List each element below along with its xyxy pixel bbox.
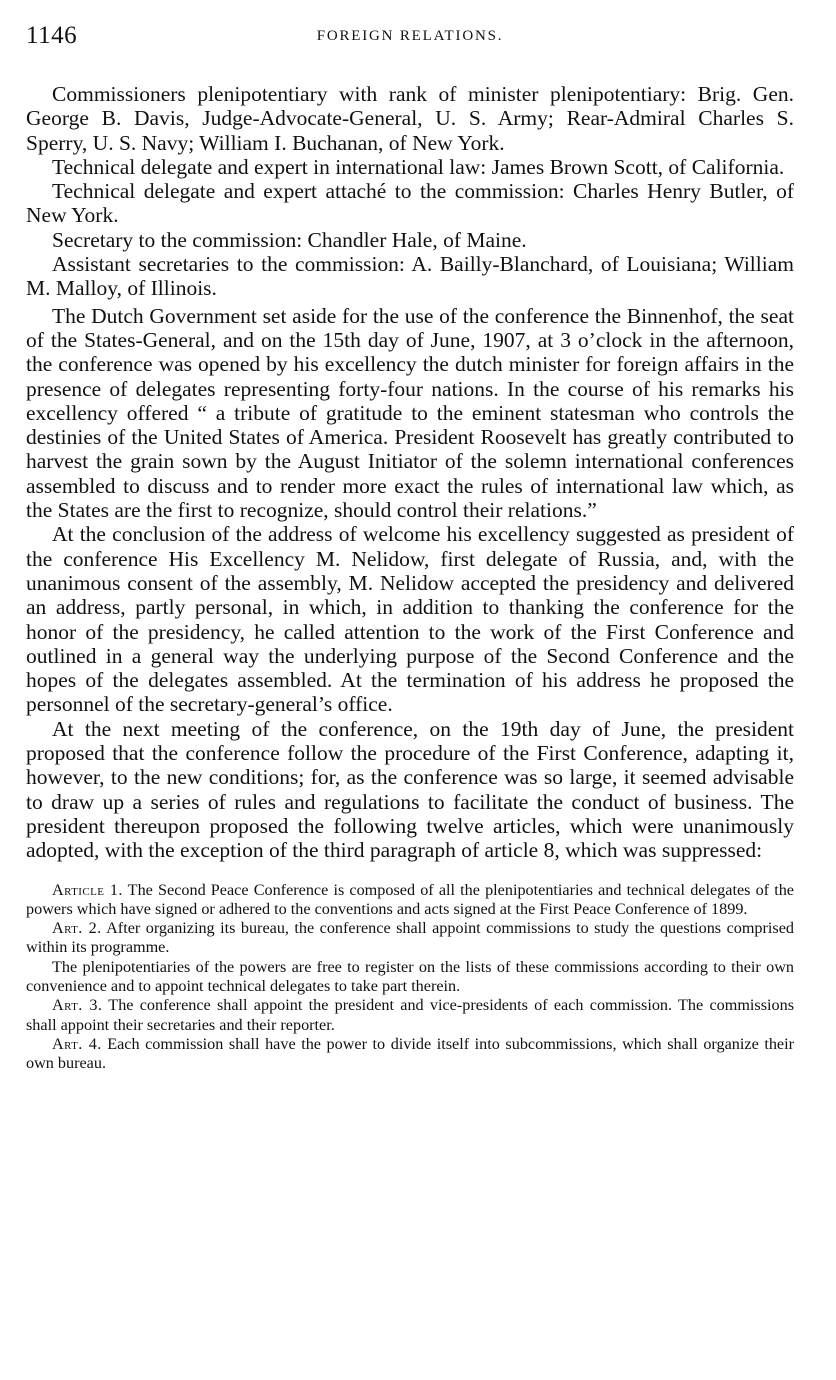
running-head bbox=[26, 20, 794, 54]
article-paragraph bbox=[26, 881, 794, 920]
body-text bbox=[26, 82, 794, 863]
article-paragraph bbox=[26, 996, 794, 1035]
paragraph-technical-delegate-attache: Technical delegate and expert attaché to the commission: Charles Henry Butler, of New York. bbox=[26, 179, 794, 228]
article-label: Art. 2. bbox=[52, 919, 102, 938]
paragraph-commissioners: Commissioners plenipotentiary with rank of minister plenipotentiary: Brig. Gen. George B. Davis, Judge-Advocate-General, U. S. Army; Rear-Admiral Charles S. Sperry, U. S. Navy; William I. Buchanan, of New York. bbox=[26, 82, 794, 155]
article-text: After organizing its bureau, the conference shall appoint commissions to study the questions comprised within its programme. bbox=[26, 919, 794, 957]
article-paragraph bbox=[26, 919, 794, 958]
page-number: 1146 bbox=[26, 22, 78, 49]
articles-extract bbox=[26, 881, 794, 1074]
paragraph-technical-delegate-law: Technical delegate and expert in international law: James Brown Scott, of California. bbox=[52, 154, 785, 179]
article-label: Article 1. bbox=[52, 880, 123, 899]
running-title: FOREIGN RELATIONS. bbox=[316, 28, 504, 44]
article-label: Art. 4. bbox=[52, 1034, 102, 1053]
paragraph-assistant-secretaries: Assistant secretaries to the commission: A. Bailly-Blanchard, of Louisiana; William M. Malloy, of Illinois. bbox=[26, 252, 794, 301]
article-label: Art. 3. bbox=[52, 996, 103, 1015]
article-text: The conference shall appoint the president and vice-presidents of each commission. The commissions shall appoint their secretaries and their reporter. bbox=[26, 996, 794, 1034]
article-paragraph bbox=[26, 1035, 794, 1074]
article-text: The plenipotentiaries of the powers are free to register on the lists of these commissions according to their own convenience and to appoint technical delegates to take part therein. bbox=[26, 957, 794, 995]
paragraph-presidency: At the conclusion of the address of welcome his excellency suggested as president of the conference His Excellency M. Nelidow, first delegate of Russia, and, with the unanimous consent of the assembly, M. Nelidow accepted the presidency and delivered an address, partly personal, in which, in addition to thanking the conference for the honor of the presidency, he called attention to the work of the First Conference and outlined in a general way the underlying purpose of the Second Conference and the hopes of the delegates assembled. At the termination of his address he proposed the personnel of the secretary-general’s office. bbox=[26, 522, 794, 717]
article-text: The Second Peace Conference is composed of all the plenipotentiaries and technical delegates of the powers which have signed or adhered to the conventions and acts signed at the First Peace Conference of 1899. bbox=[26, 880, 794, 918]
paragraph-conference-opening: The Dutch Government set aside for the use of the conference the Binnenhof, the seat of the States-General, and on the 15th day of June, 1907, at 3 o’clock in the afternoon, the conference was opened by his excellency the dutch minister for foreign affairs in the presence of delegates representing forty-four nations. In the course of his remarks his excellency offered “ a tribute of gratitude to the eminent statesman who controls the destinies of the United States of America. President Roosevelt has greatly contributed to harvest the grain sown by the August Initiator of the solemn international conferences assembled to discuss and to render more exact the rules of international law which, as the States are the first to recognize, should control their relations.” bbox=[26, 303, 794, 523]
paragraph-rules-proposal: At the next meeting of the conference, on the 19th day of June, the president proposed that the conference follow the procedure of the First Conference, adapting it, however, to the new conditions; for, as the conference was so large, it seemed advisable to draw up a series of rules and regulations to facilitate the conduct of business. The president thereupon proposed the following twelve articles, which were unanimously adopted, with the exception of the third paragraph of article 8, which was suppressed: bbox=[26, 716, 794, 863]
paragraph-secretary: Secretary to the commission: Chandler Hale, of Maine. bbox=[52, 227, 527, 252]
document-page bbox=[26, 20, 794, 1360]
article-paragraph bbox=[26, 958, 794, 997]
article-text: Each commission shall have the power to divide itself into subcommissions, which shall organize their own bureau. bbox=[26, 1034, 794, 1073]
